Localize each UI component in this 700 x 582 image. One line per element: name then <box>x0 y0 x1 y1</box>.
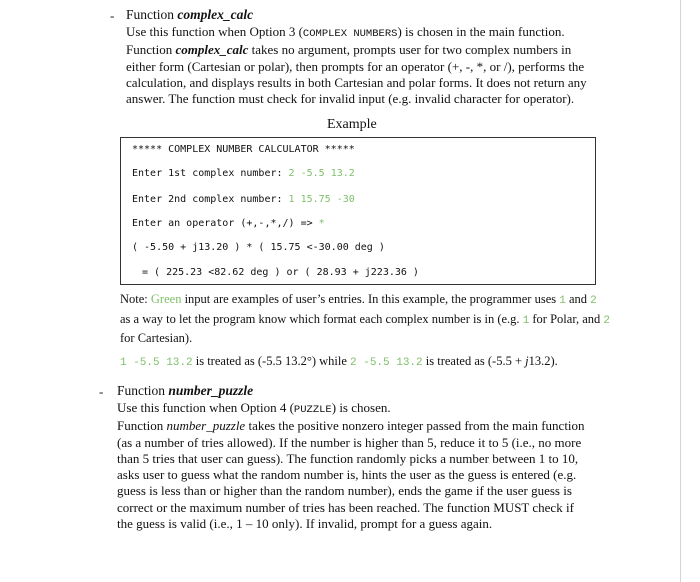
section1-line5: answer. The function must check for invalid input (e.g. invalid character for operator). <box>126 91 575 107</box>
user-input: 1 15.75 -30 <box>288 194 355 205</box>
section1-line1 <box>126 24 616 42</box>
polar-input-example: 1 -5.5 13.2 <box>120 357 193 369</box>
console-line-operator <box>132 218 325 229</box>
text: Use this function when Option 4 ( <box>117 400 294 415</box>
text: Use this function when Option 3 ( <box>126 24 303 39</box>
section1-line4: calculation, and displays results in both Cartesian and polar forms. It does not return any <box>126 74 587 90</box>
section2-function-name: number_puzzle <box>168 383 254 398</box>
section2-line2 <box>117 418 617 434</box>
section1-title <box>126 7 253 23</box>
function-name-inline: complex_calc <box>175 42 249 58</box>
prompt: Enter an operator (+,-,*,/) => <box>132 218 319 229</box>
section2-line8: the guess is valid (i.e., 1 – 10 only). If invalid, prompt for a guess again. <box>117 516 493 532</box>
section2-description <box>117 400 617 532</box>
user-input: * <box>318 218 325 229</box>
text: ) is chosen in the main function. <box>397 24 565 39</box>
cartesian-input-example: 2 -5.5 13.2 <box>350 357 423 369</box>
section1-bullet: - <box>110 8 115 23</box>
console-example-box <box>120 137 596 285</box>
section1-title-prefix: Function <box>126 7 178 22</box>
text: input are examples of user’s entries. In this example, the programmer uses <box>181 292 560 306</box>
console-line-result: = ( 225.23 <82.62 deg ) or ( 28.93 + j223.36 ) <box>142 267 419 278</box>
code-two: 2 <box>603 314 611 327</box>
section2-bullet: - <box>99 384 104 399</box>
section2-line1 <box>117 400 617 418</box>
section2-line4: than 5 tries that user can guess). The function randomly picks a number between 1 to 10, <box>117 450 579 466</box>
section2-title <box>117 383 253 399</box>
text: takes no argument, prompts user for two complex numbers in <box>248 42 572 58</box>
note-paragraph <box>120 291 610 348</box>
option-code: COMPLEX NUMBERS <box>302 28 398 40</box>
example-heading: Example <box>327 117 377 132</box>
text: ) is chosen. <box>331 400 391 415</box>
text: for Cartesian). <box>120 331 193 345</box>
section1-description <box>126 24 616 107</box>
option-code: PUZZLE <box>293 404 332 416</box>
section2-line3: (as a number of tries allowed). If the number is higher than 5, reduce it to 5 (i.e., no more <box>117 434 582 450</box>
section1-function-name: complex_calc <box>177 7 254 22</box>
text: Function <box>117 418 167 434</box>
imaginary-j: j <box>525 354 529 368</box>
section2-title-prefix: Function <box>117 383 169 398</box>
section2-line7: correct or the maximum number of tries has been reached. The function MUST check if <box>117 499 574 515</box>
text: is treated as (-5.5 13.2°) while <box>192 354 351 368</box>
text: and <box>565 292 591 306</box>
green-word: Green <box>150 292 182 306</box>
user-input: 2 -5.5 13.2 <box>288 168 355 179</box>
section1-line2 <box>126 42 616 58</box>
text: takes the positive nonzero integer passed from the main function <box>245 418 585 434</box>
prompt: Enter 2nd complex number: <box>132 194 289 205</box>
text: Note: <box>120 292 151 306</box>
console-header: ***** COMPLEX NUMBER CALCULATOR ***** <box>132 144 355 155</box>
code-one: 1 <box>559 295 566 307</box>
text: Function <box>126 42 176 58</box>
console-line-2nd-number <box>132 194 355 205</box>
text: 13.2). <box>528 354 558 368</box>
console-line-expression: ( -5.50 + j13.20 ) * ( 15.75 <-30.00 deg ) <box>132 242 385 253</box>
section1-line3: either form (Cartesian or polar), then prompts for an operator (+, -, *, or /), performs the <box>126 58 585 74</box>
section2-line5: asks user to guess what the random number is, hints the user as the guess is entered (e.g. <box>117 467 577 483</box>
section2-line6: guess is less than or higher than the random number), ends the game if the user guess is <box>117 483 572 499</box>
treated-as-line <box>120 354 558 369</box>
prompt: Enter 1st complex number: <box>132 168 289 179</box>
console-line-1st-number <box>132 168 355 179</box>
text: as a way to let the program know which format each complex number is in (e.g. <box>120 311 523 326</box>
text: is treated as (-5.5 + <box>422 354 526 368</box>
page-edge-divider <box>680 0 681 582</box>
function-name-inline: number_puzzle <box>166 418 246 434</box>
code-two: 2 <box>590 295 597 307</box>
code-one: 1 <box>522 314 530 327</box>
text: for Polar, and <box>529 311 604 326</box>
